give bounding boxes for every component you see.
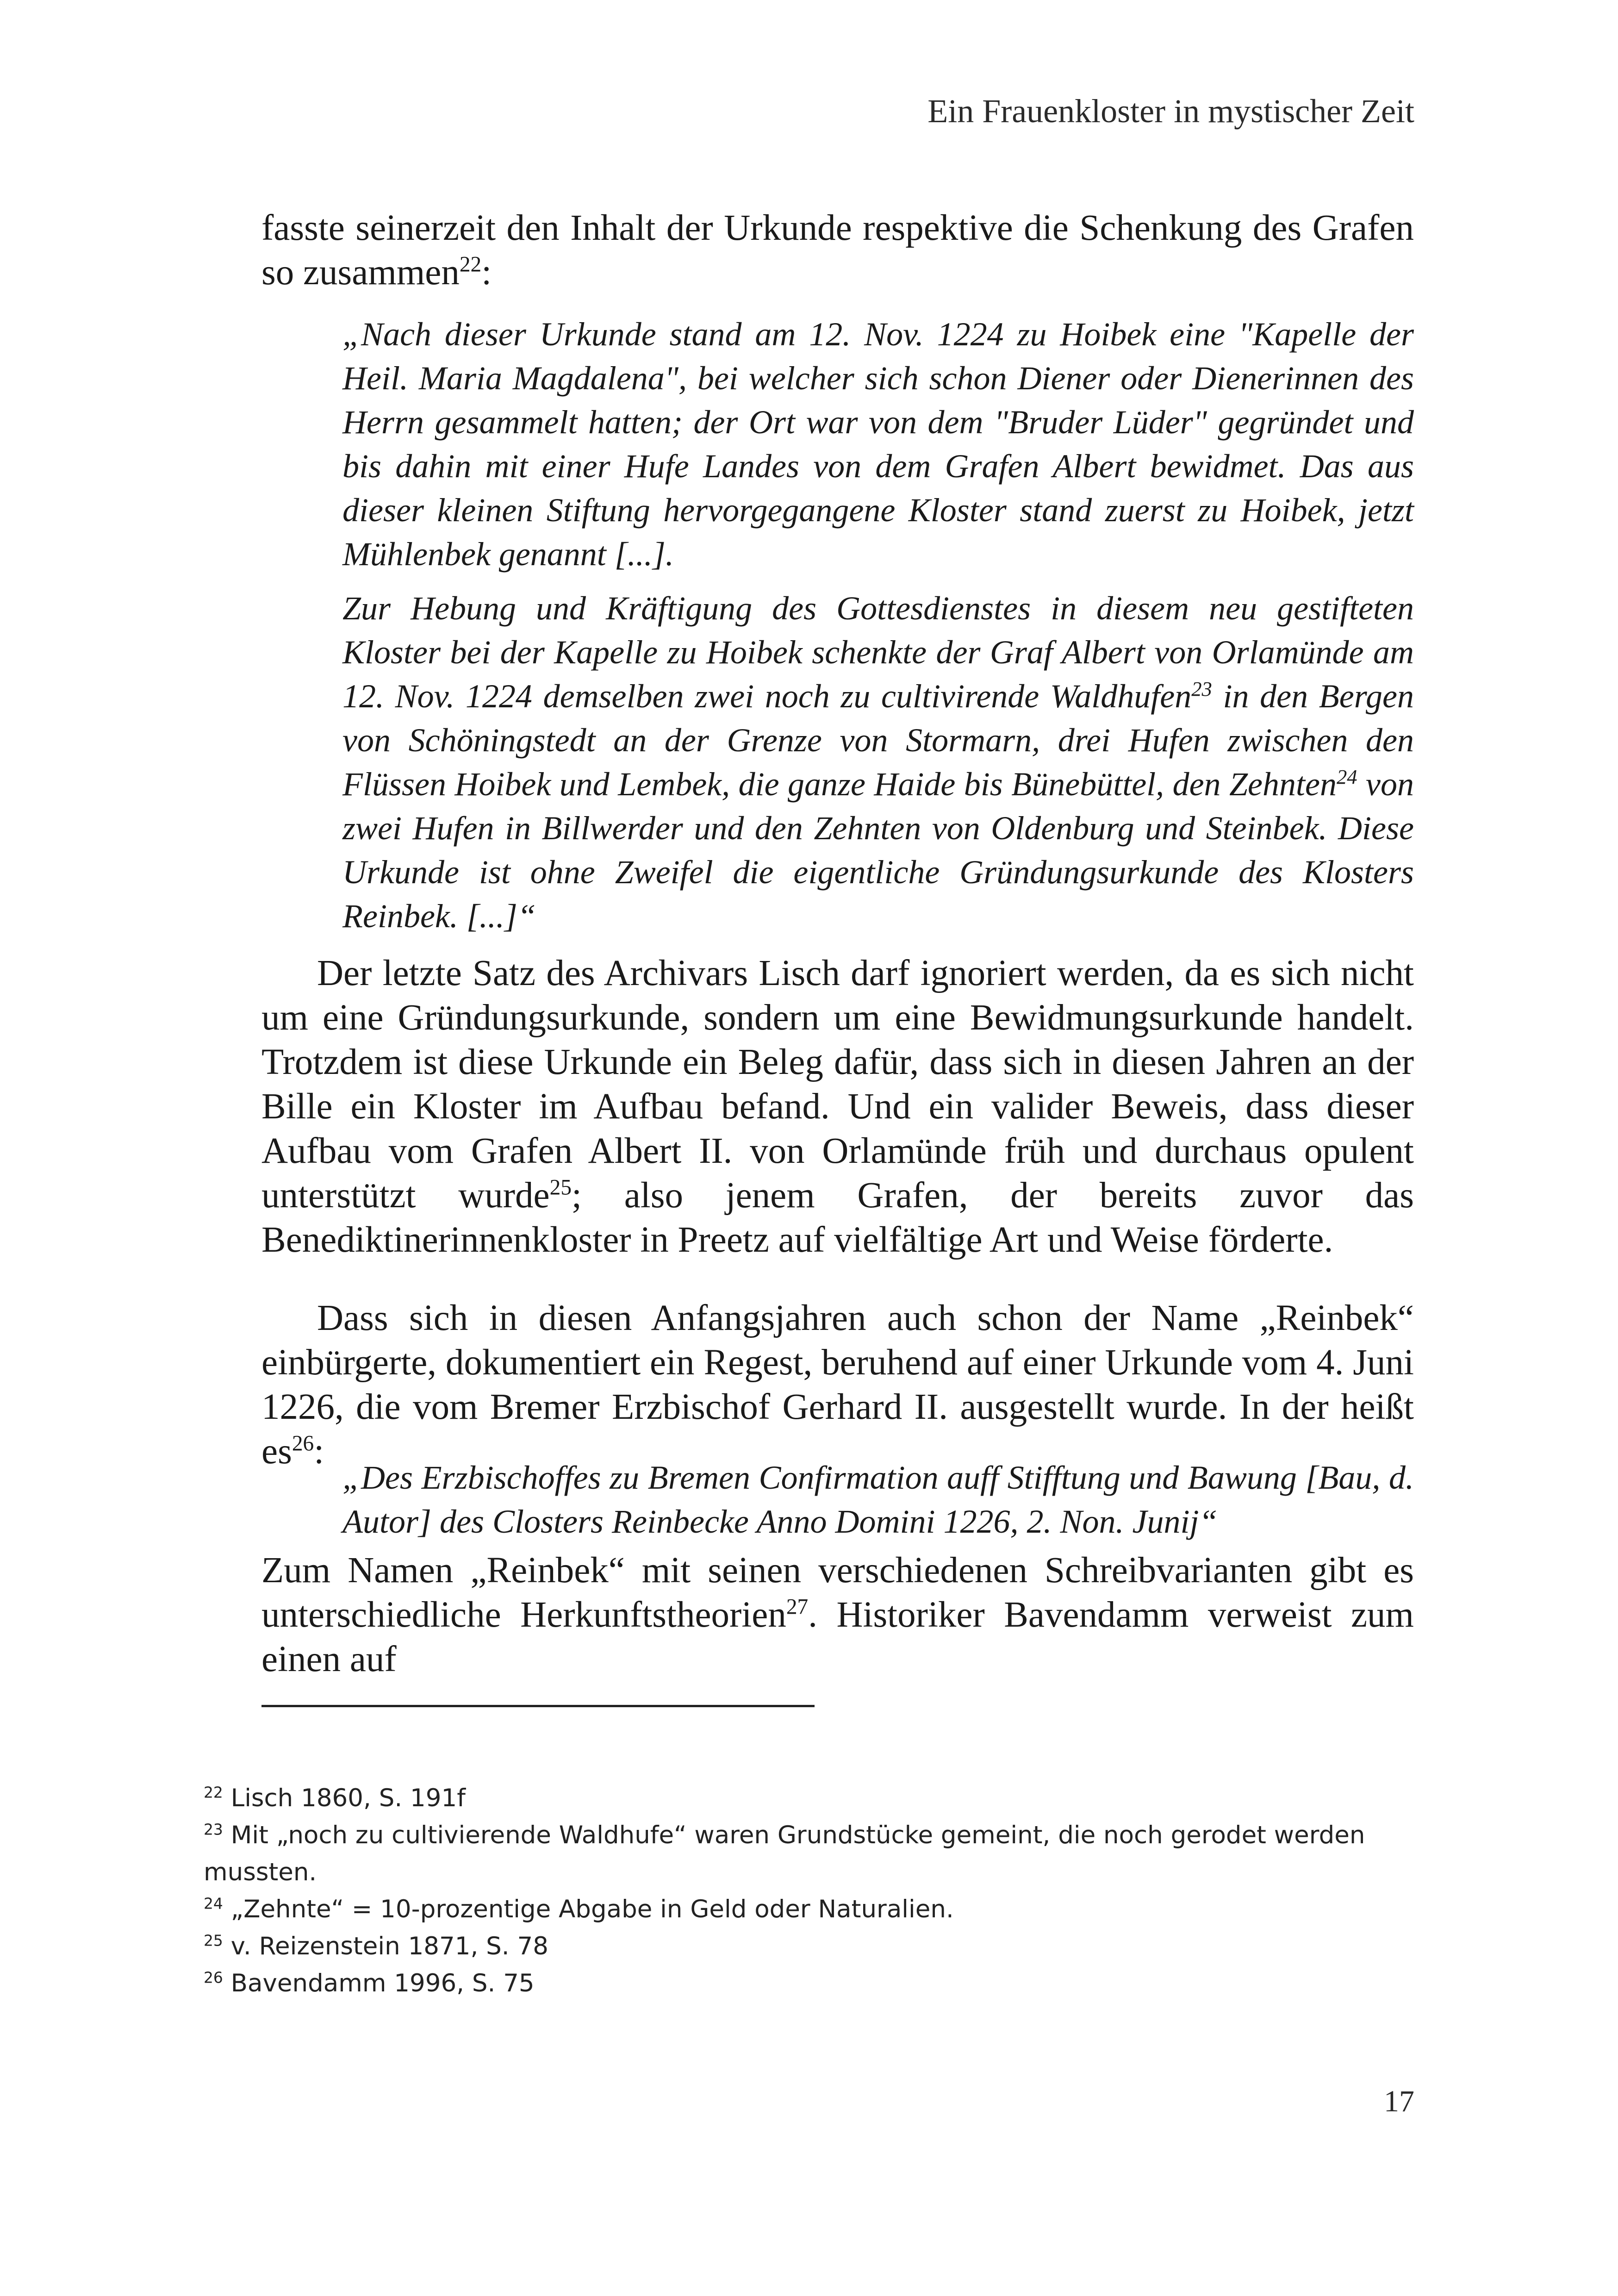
footnote-ref[interactable]: 22 (459, 252, 482, 277)
paragraph-text: : (314, 1431, 324, 1472)
quote-text: von zwei Hufen in Billwerder und den Zehnten von Oldenburg und Steinbek. Diese Urkunde ist ohne Zweifel die eigentliche Gründungsurkunde des Klosters Reinbek. [...]“ (342, 766, 1414, 935)
footnote-number: 23 (204, 1820, 223, 1839)
paragraph-text: Der letzte Satz des Archivars Lisch darf ignoriert werden, da es sich nicht um eine Gründungsurkunde, sondern um eine Bewidmungsurkunde handelt. Trotzdem ist diese Urkunde ein Beleg dafür, dass sich in diesen Jahren an der Bille ein Kloster im Aufbau befand. Und ein valider Beweis, dass dieser Aufbau vom Grafen Albert II. von Orlamünde früh und durchaus opulent unterstützt wurde (261, 953, 1414, 1216)
block-quote-lisch (342, 312, 1414, 938)
footnote-text: Lisch 1860, S. 191f (230, 1784, 466, 1812)
quote-paragraph: „Des Erzbischoffes zu Bremen Confirmation auff Stifftung und Bawung [Bau, d. Autor] des Closters Reinbecke Anno Domini 1226, 2. Non. Junij“ (342, 1459, 1414, 1540)
footnote-ref[interactable]: 24 (1336, 765, 1357, 788)
quote-paragraph (342, 586, 1414, 938)
paragraph-text: Dass sich in diesen Anfangsjahren auch schon der Name „Reinbek“ einbürgerte, dokumentiert ein Regest, beruhend auf einer Urkunde vom 4. Juni 1226, die vom Bremer Erzbischof Gerhard II. ausgestellt wurde. In der heißt es (261, 1298, 1414, 1472)
footnote-text: „Zehnte“ = 10-prozentige Abgabe in Geld oder Naturalien. (230, 1895, 954, 1923)
footnote-number: 26 (204, 1968, 223, 1987)
paragraph-intro (261, 206, 1414, 295)
footnote-ref[interactable]: 27 (786, 1595, 809, 1619)
paragraph-reinbek-name (261, 1296, 1414, 1474)
paragraph-text: ; also jenem Grafen, der bereits zuvor das Benediktinerinnenkloster in Preetz auf vielfältige Art und Weise förderte. (261, 1175, 1414, 1260)
footnote-item (204, 1817, 1430, 1891)
footnote-text: Mit „noch zu cultivierende Waldhufe“ waren Grundstücke gemeint, die noch gerodet werden mussten. (204, 1821, 1365, 1886)
footnote-ref[interactable]: 25 (549, 1175, 572, 1200)
paragraph-text: : (481, 252, 492, 293)
footnote-ref[interactable]: 26 (292, 1431, 314, 1456)
footnote-ref[interactable]: 23 (1191, 677, 1212, 700)
footnote-number: 24 (204, 1894, 223, 1913)
page-number: 17 (1384, 2084, 1414, 2118)
quote-text: in den Bergen von Schöningstedt an der Grenze von Stormarn, drei Hufen zwischen den Flüssen Hoibek und Lembek, die ganze Haide bis Bünebüttel, den Zehnten (342, 678, 1414, 803)
footnote-item (204, 1891, 1430, 1928)
paragraph-text: Zum Namen „Reinbek“ mit seinen verschiedenen Schreibvarianten gibt es unterschiedliche Herkunftstheorien (261, 1550, 1414, 1635)
footnote-number: 25 (204, 1931, 223, 1950)
quote-text: Zur Hebung und Kräftigung des Gottesdienstes in diesem neu gestifteten Kloster bei der Kapelle zu Hoibek schenkte der Graf Albert von Orlamünde am 12. Nov. 1224 demselben zwei noch zu cultivirende Waldhufen (342, 590, 1414, 715)
paragraph-archivar (261, 951, 1414, 1262)
block-quote-erzbischof (342, 1456, 1414, 1544)
footnote-text: v. Reizenstein 1871, S. 78 (230, 1932, 548, 1960)
quote-paragraph: „Nach dieser Urkunde stand am 12. Nov. 1224 zu Hoibek eine "Kapelle der Heil. Maria Magdalena", bei welcher sich schon Diener oder Dienerinnen des Herrn gesammelt hatten; der Ort war von dem "Bruder Lüder" gegründet und bis dahin mit einer Hufe Landes von dem Grafen Albert bewidmet. Das aus dieser kleinen Stiftung hervorgegangene Kloster stand zuerst zu Hoibek, jetzt Mühlenbek genannt [...]. (342, 316, 1414, 573)
footnote-separator (261, 1705, 815, 1707)
footnote-item (204, 1780, 1430, 1817)
paragraph-text: . Historiker Bavendamm verweist zum einen auf (261, 1595, 1414, 1679)
paragraph-text: fasste seinerzeit den Inhalt der Urkunde respektive die Schenkung des Grafen so zusammen (261, 208, 1414, 293)
footnote-number: 22 (204, 1783, 223, 1802)
running-header: Ein Frauenkloster in mystischer Zeit (927, 93, 1414, 130)
footnotes (204, 1780, 1430, 2002)
footnote-text: Bavendamm 1996, S. 75 (230, 1969, 535, 1997)
footnote-item (204, 1965, 1430, 2002)
footnote-item (204, 1928, 1430, 1965)
paragraph-herkunft (261, 1548, 1414, 1682)
